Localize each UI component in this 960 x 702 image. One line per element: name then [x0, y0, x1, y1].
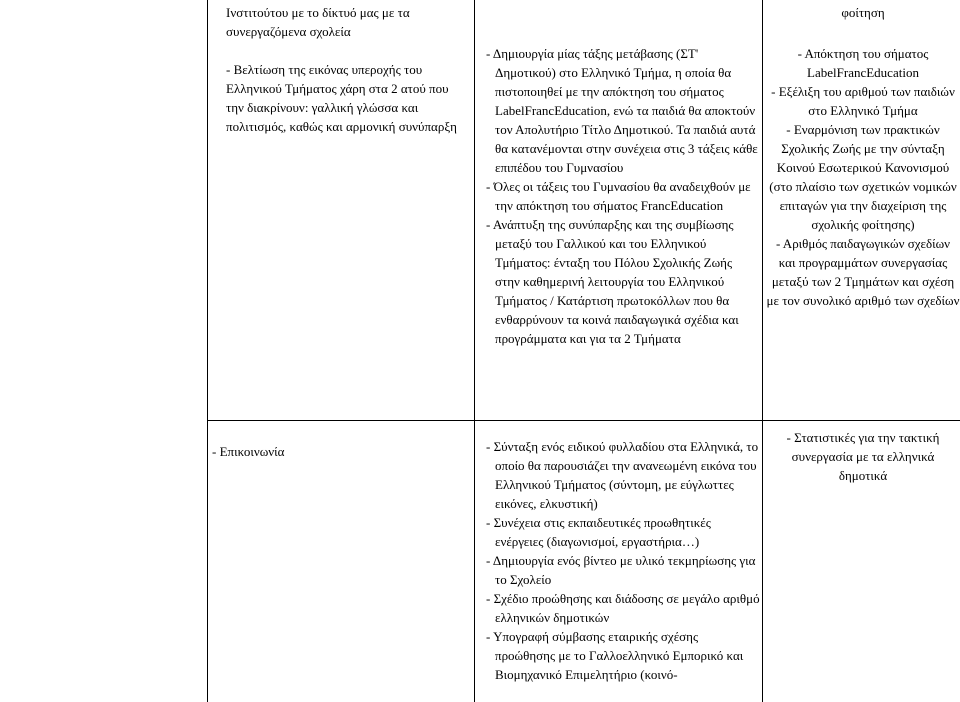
row1-action-2: - Όλες οι τάξεις του Γυμνασίου θα αναδειχθούν με την απόκτηση του σήματος FrancEducation	[486, 179, 751, 213]
table-border-col2-right	[762, 0, 763, 702]
row2-action-3: - Δημιουργία ενός βίντεο με υλικό τεκμηρίωσης για το Σχολείο	[486, 553, 756, 587]
table-border-col1-right	[474, 0, 475, 702]
row1-goal-text: - Βελτίωση της εικόνας υπεροχής του Ελληνικού Τμήματος χάρη στα 2 ατού που την διακρίνουν: γαλλική γλώσσα και πολιτισμός, καθώς και αρμονική συνύπαρξη	[226, 62, 457, 134]
row2-goal-text: - Επικοινωνία	[212, 444, 285, 459]
row2-indicator-1: - Στατιστικές για την τακτική συνεργασία με τα ελληνικά δημοτικά	[786, 430, 940, 483]
row1-indicators-cell	[766, 3, 960, 310]
row1-indicator-1: - Απόκτηση του σήματος LabelFrancEducation	[797, 46, 929, 80]
table-row-divider	[207, 420, 960, 421]
row1-indicator-continuation: φοίτηση	[841, 5, 885, 20]
row1-action-1: - Δημιουργία μίας τάξης μετάβασης (ΣΤ' Δημοτικού) στο Ελληνικό Τμήμα, η οποία θα πιστοποιηθεί με την απόκτηση του σήματος LabelFrancEducation, ενώ τα παιδιά θα αποκτούν τον Απολυτήριο Τίτλο Δημοτικού. Τα παιδιά αυτά θα κατανέμονται στην συνέχεια στις 3 τάξεις κάθε επιπέδου του Γυμνασίου	[486, 46, 758, 175]
row1-indicator-4: - Αριθμός παιδαγωγικών σχεδίων και προγραμμάτων συνεργασίας μεταξύ των 2 Τμημάτων και σχέση με τον συνολικό αριθμό των σχεδίων	[766, 236, 960, 308]
row1-indicator-2: - Εξέλιξη του αριθμού των παιδιών στο Ελληνικό Τμήμα	[771, 84, 955, 118]
row2-action-4: - Σχέδιο προώθησης και διάδοσης σε μεγάλο αριθμό ελληνικών δημοτικών	[486, 591, 760, 625]
row2-action-5: - Υπογραφή σύμβασης εταιρικής σχέσης προώθησης με το Γαλλοελληνικό Εμπορικό και Βιομηχανικό Επιμελητήριο (κοινό-	[486, 629, 744, 682]
row1-actions-cell	[478, 44, 760, 348]
row2-action-1: - Σύνταξη ενός ειδικού φυλλαδίου στα Ελληνικά, το οποίο θα παρουσιάζει την ανανεωμένη εικόνα του Ελληνικού Τμήματος (σύντομη, με εύγλωττες εικόνες, ελκυστική)	[486, 439, 759, 511]
row2-actions-cell	[478, 437, 760, 684]
row1-action-3: - Ανάπτυξη της συνύπαρξης και της συμβίωσης μεταξύ του Γαλλικού και του Ελληνικού Τμήματος: ένταξη του Πόλου Σχολικής Ζωής στην καθημερινή λειτουργία του Ελληνικού Τμήματος / Κατάρτιση πρωτοκόλλων που θα ενθαρρύνουν τα κοινά παιδαγωγικά σχέδια και προγράμματα και για τα 2 Τμήματα	[486, 217, 739, 346]
table-border-left	[207, 0, 208, 702]
row1-goal-cell	[226, 3, 470, 136]
row2-indicators-cell	[766, 428, 960, 485]
row2-goal-cell	[212, 442, 456, 461]
row1-indicator-3: - Εναρμόνιση των πρακτικών Σχολικής Ζωής με την σύνταξη Κοινού Εσωτερικού Κανονισμού (στο πλαίσιο των σχετικών νομικών επιταγών για την διαχείριση της σχολικής φοίτησης)	[769, 122, 957, 232]
row2-action-2: - Συνέχεια στις εκπαιδευτικές προωθητικές ενέργειες (διαγωνισμοί, εργαστήρια…)	[486, 515, 711, 549]
row1-goal-continuation: Ινστιτούτου με το δίκτυό μας με τα συνεργαζόμενα σχολεία	[226, 5, 410, 39]
